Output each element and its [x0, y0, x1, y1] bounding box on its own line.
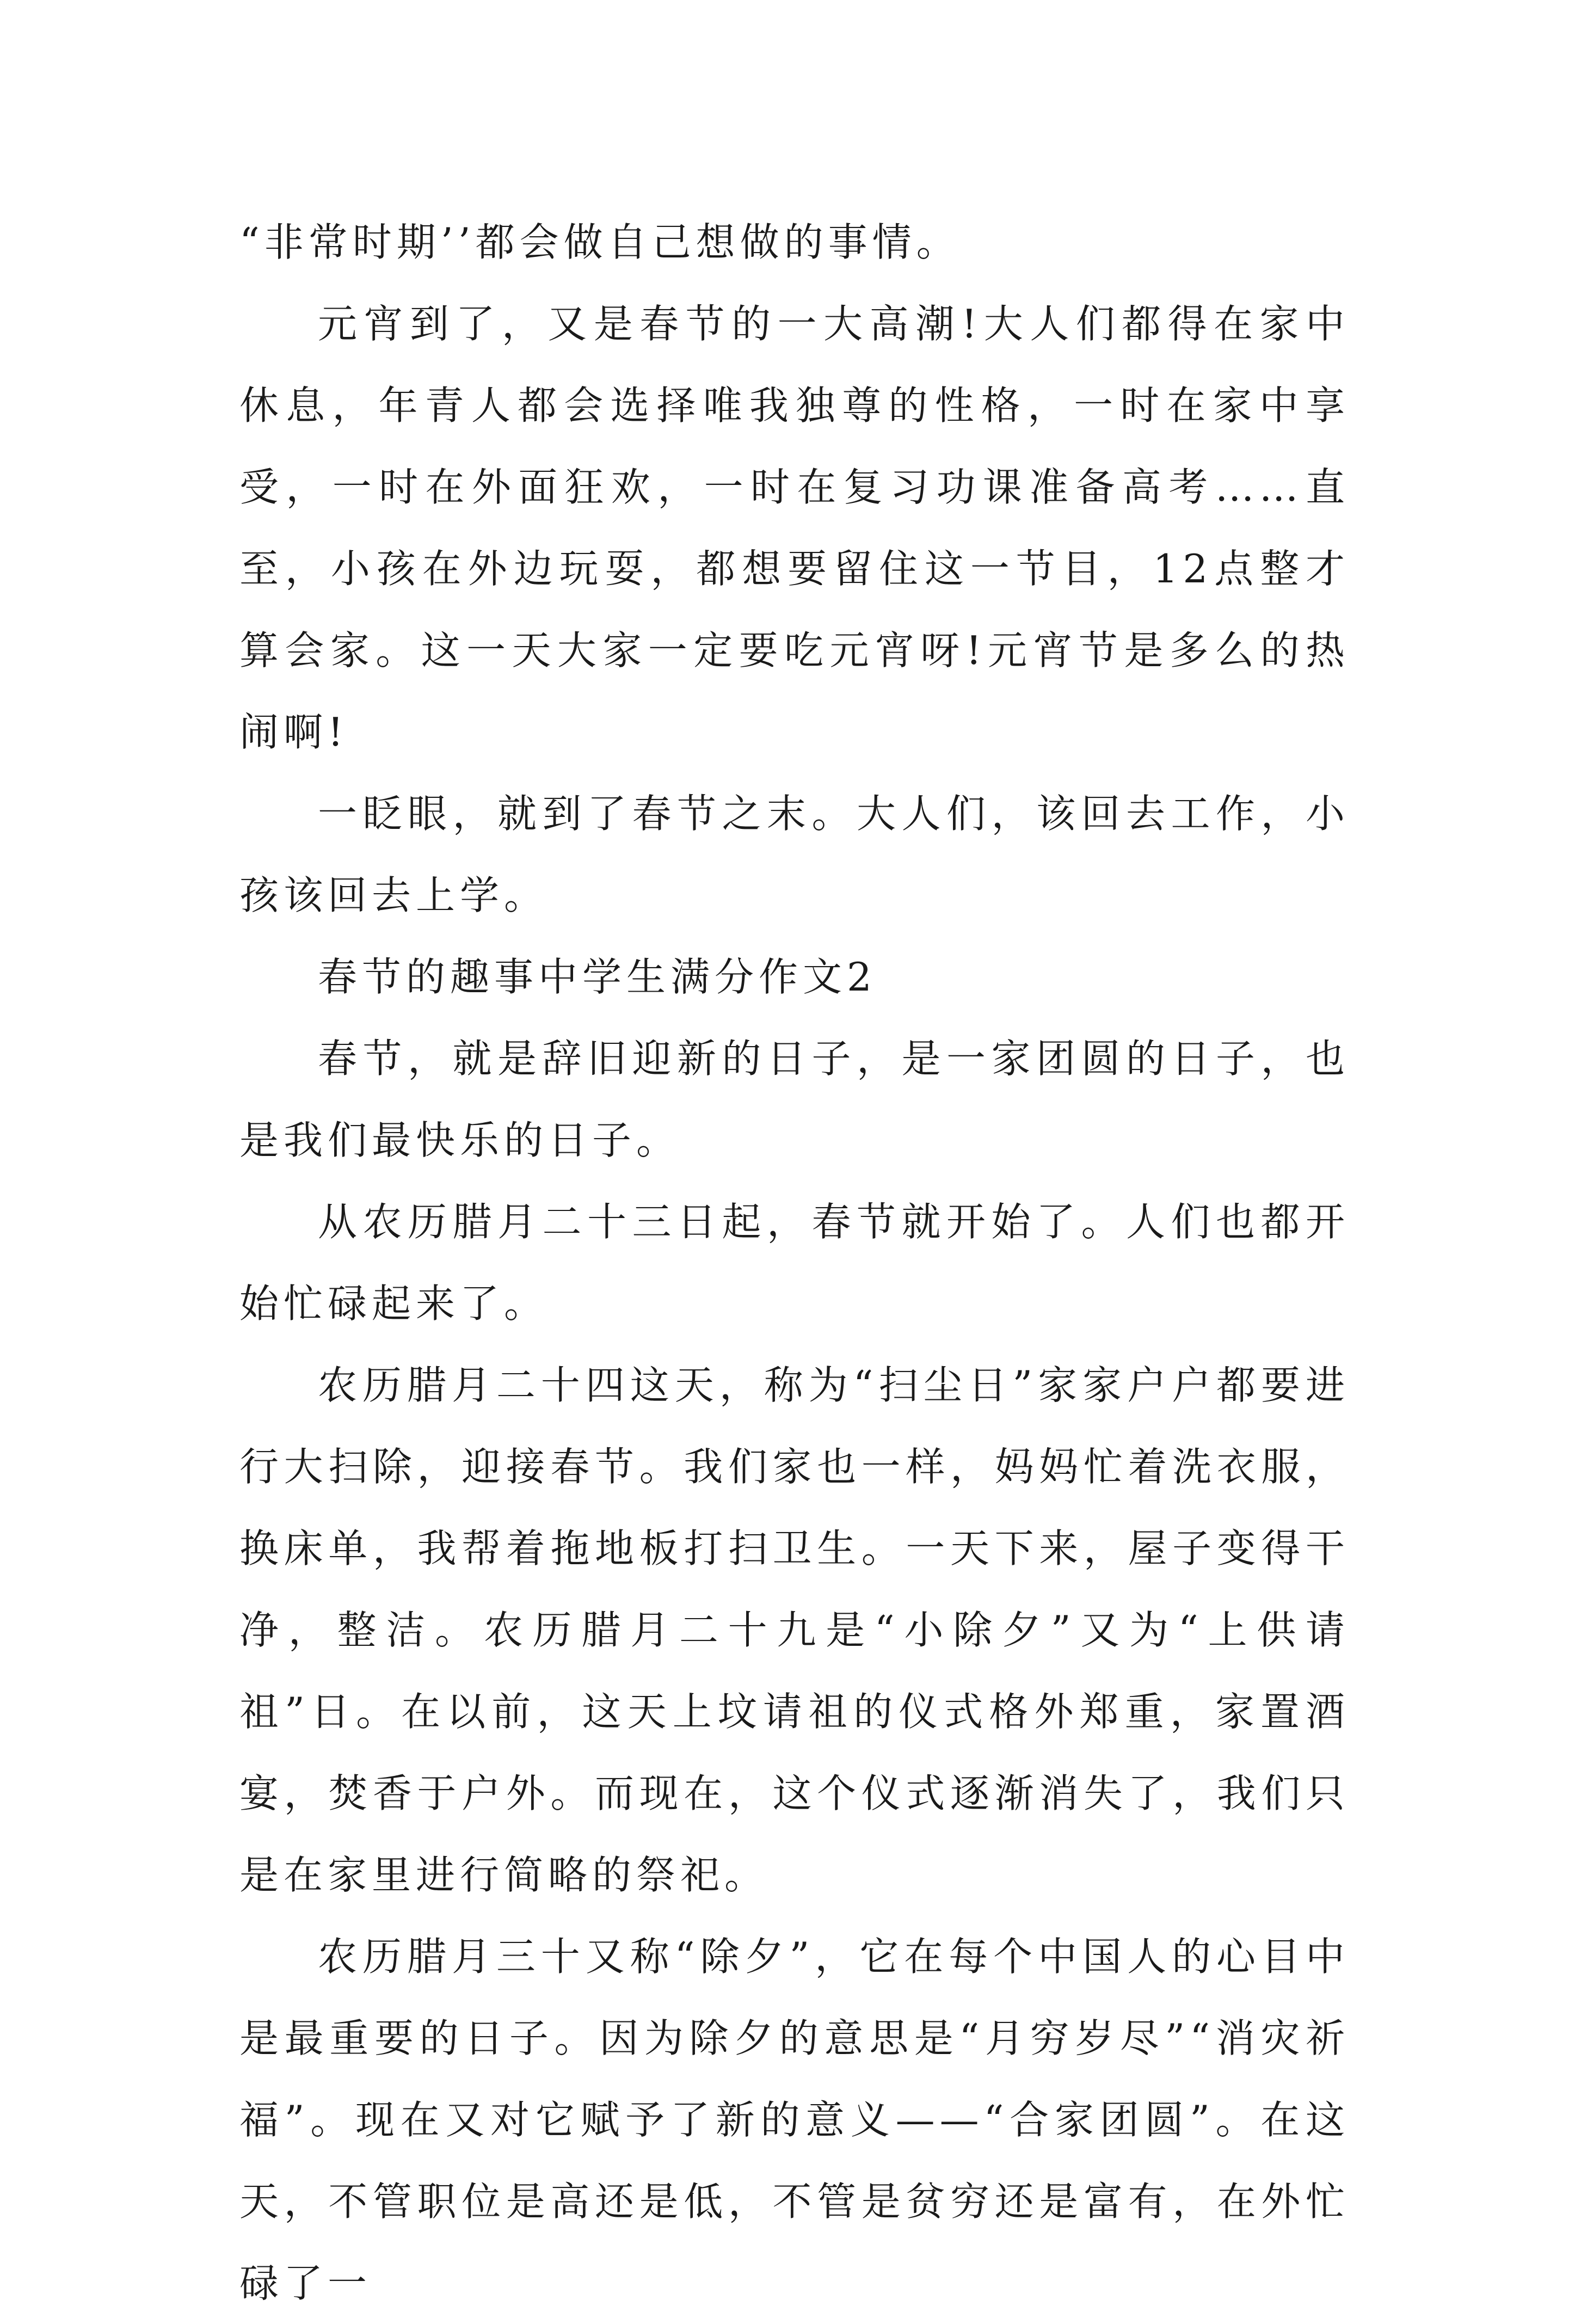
paragraph-5: 春节，就是辞旧迎新的日子，是一家团圆的日子，也是我们最快乐的日子。 — [239, 1036, 1350, 1163]
paragraph-7: 农历腊月二十四这天，称为“扫尘日”家家户户都要进行大扫除，迎接春节。我们家也一样，妈妈忙着洗衣服，换床单，我帮着拖地板打扫卫生。一天下来，屋子变得干净，整洁。农历腊月二十九是“小除夕”又为“上供请祖”日。在以前，这天上坟请祖的仪式格外郑重，家置酒宴，焚香于户外。而现在，这个仪式逐渐消失了，我们只是在家里进行简略的祭祀。 — [239, 1362, 1350, 1898]
paragraph-8: 农历腊月三十又称“除夕”，它在每个中国人的心目中是最重要的日子。因为除夕的意思是“月穷岁尽”“消灾祈福”。现在又对它赋予了新的意义——“合家团圆”。在这天，不管职位是高还是低，不管是贫穷还是富有，在外忙碌了一 — [239, 1934, 1350, 2306]
paragraph-3: 一眨眼，就到了春节之末。大人们，该回去工作，小孩该回去上学。 — [239, 791, 1350, 918]
paragraph-6: 从农历腊月二十三日起，春节就开始了。人们也都开始忙碌起来了。 — [239, 1199, 1350, 1326]
paragraph-1: “非常时期’’都会做自己想做的事情。 — [239, 219, 961, 265]
document-body — [239, 201, 1350, 2324]
paragraph-2: 元宵到了，又是春节的一大高潮!大人们都得在家中休息，年青人都会选择唯我独尊的性格，一时在家中享受，一时在外面狂欢，一时在复习功课准备高考……直至，小孩在外边玩耍，都想要留住这一节目，12点整才算会家。这一天大家一定要吃元宵呀!元宵节是多么的热闹啊! — [239, 301, 1350, 755]
section-heading: 春节的趣事中学生满分作文2 — [318, 954, 877, 1000]
